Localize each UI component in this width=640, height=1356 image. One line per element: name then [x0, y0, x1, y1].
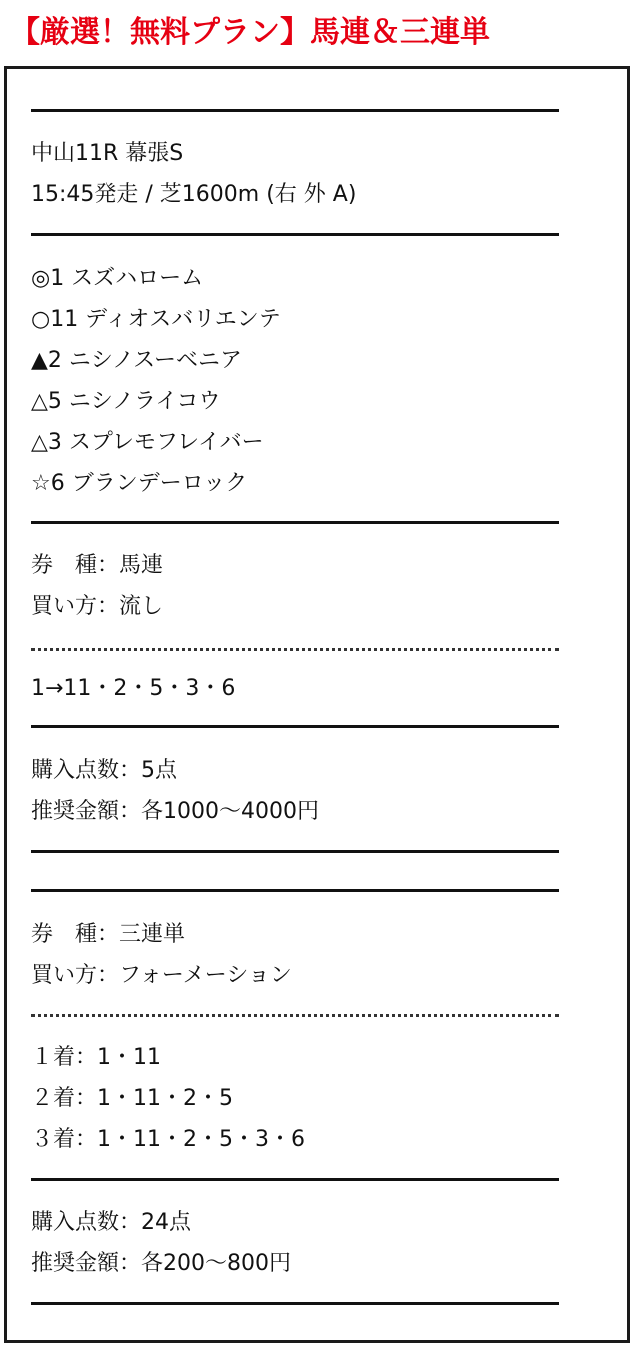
bet-type: 券 種：馬連	[31, 553, 164, 578]
purchase-points: 購入点数：5点	[31, 758, 177, 783]
bet-method: 買い方：フォーメーション	[31, 963, 292, 988]
divider	[31, 233, 559, 236]
page-title: 【厳選！無料プラン】馬連＆三連単	[10, 15, 490, 50]
pick-item: ○11 ディオスバリエンテ	[31, 307, 281, 332]
third-place: ３着：1・11・2・5・3・6	[31, 1127, 305, 1152]
bet-method: 買い方：流し	[31, 594, 164, 619]
recommended-amount: 推奨金額：各1000〜4000円	[31, 799, 319, 824]
divider	[31, 1178, 559, 1181]
divider	[31, 725, 559, 728]
dotted-divider	[31, 1014, 559, 1017]
divider	[31, 521, 559, 524]
divider	[31, 1302, 559, 1305]
bet-combination: 1→11・2・5・3・6	[31, 676, 236, 701]
race-info: 15:45発走 / 芝1600m (右 外 A)	[31, 182, 357, 207]
pick-item: △5 ニシノライコウ	[31, 389, 221, 414]
divider	[31, 850, 559, 853]
second-place: ２着：1・11・2・5	[31, 1086, 233, 1111]
prediction-panel	[4, 66, 630, 1343]
pick-item: ☆6 ブランデーロック	[31, 471, 248, 496]
pick-item: ▲2 ニシノスーベニア	[31, 348, 243, 373]
recommended-amount: 推奨金額：各200〜800円	[31, 1251, 291, 1276]
first-place: １着：1・11	[31, 1045, 161, 1070]
bet-type: 券 種：三連単	[31, 922, 186, 947]
purchase-points: 購入点数：24点	[31, 1210, 191, 1235]
divider	[31, 109, 559, 112]
pick-item: △3 スプレモフレイバー	[31, 430, 264, 455]
race-name: 中山11R 幕張S	[31, 141, 184, 166]
pick-item: ◎1 スズハローム	[31, 266, 204, 291]
dotted-divider	[31, 648, 559, 651]
divider	[31, 889, 559, 892]
